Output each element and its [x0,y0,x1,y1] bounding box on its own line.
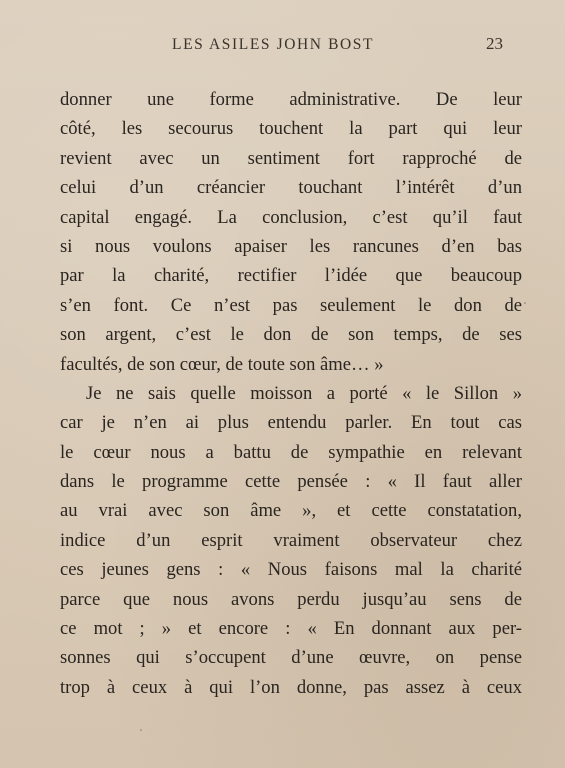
text-line: au vrai avec son âme », et cette constatation, [60,500,522,522]
text-line: dans le programme cette pensée : « Il faut aller [60,471,522,493]
text-line: sonnes qui s’occupent d’une œuvre, on pense [60,647,522,669]
text-line: parce que nous avons perdu jusqu’au sens de [60,588,522,610]
text-line: par la charité, rectifier l’idée que beaucoup [60,265,522,287]
text-line: car je n’en ai plus entendu parler. En tout cas [60,412,522,434]
text-line: revient avec un sentiment fort rapproché de [60,147,522,169]
paper-speck [230,684,232,686]
text-line: Je ne sais quelle moisson a porté « le Sillon » [86,382,522,404]
text-line: si nous voulons apaiser les rancunes d’en bas [60,235,522,257]
text-line: celui d’un créancier touchant l’intérêt d’un [60,177,522,199]
text-line: trop à ceux à qui l’on donne, pas assez à ceux [60,676,522,698]
body-text [60,85,522,702]
paper-speck [524,302,526,304]
text-line: capital engagé. La conclusion, c’est qu’il faut [60,206,522,228]
text-line: s’en font. Ce n’est pas seulement le don de [60,294,522,316]
text-line: ce mot ; » et encore : « En donnant aux per- [60,618,522,640]
text-line: côté, les secourus touchent la part qui leur [60,118,522,140]
text-line: ces jeunes gens : « Nous faisons mal la charité [60,559,522,581]
text-line: facultés, de son cœur, de toute son âme… » [60,353,384,375]
running-title: LES ASILES JOHN BOST [172,36,375,53]
text-line: le cœur nous a battu de sympathie en relevant [60,441,522,463]
page-number: 23 [486,34,503,53]
text-line: donner une forme administrative. De leur [60,89,522,110]
page-header [0,34,565,58]
paper-speck [140,729,142,731]
text-line: indice d’un esprit vraiment observateur chez [60,529,522,551]
text-line: son argent, c’est le don de son temps, de ses [60,324,522,346]
